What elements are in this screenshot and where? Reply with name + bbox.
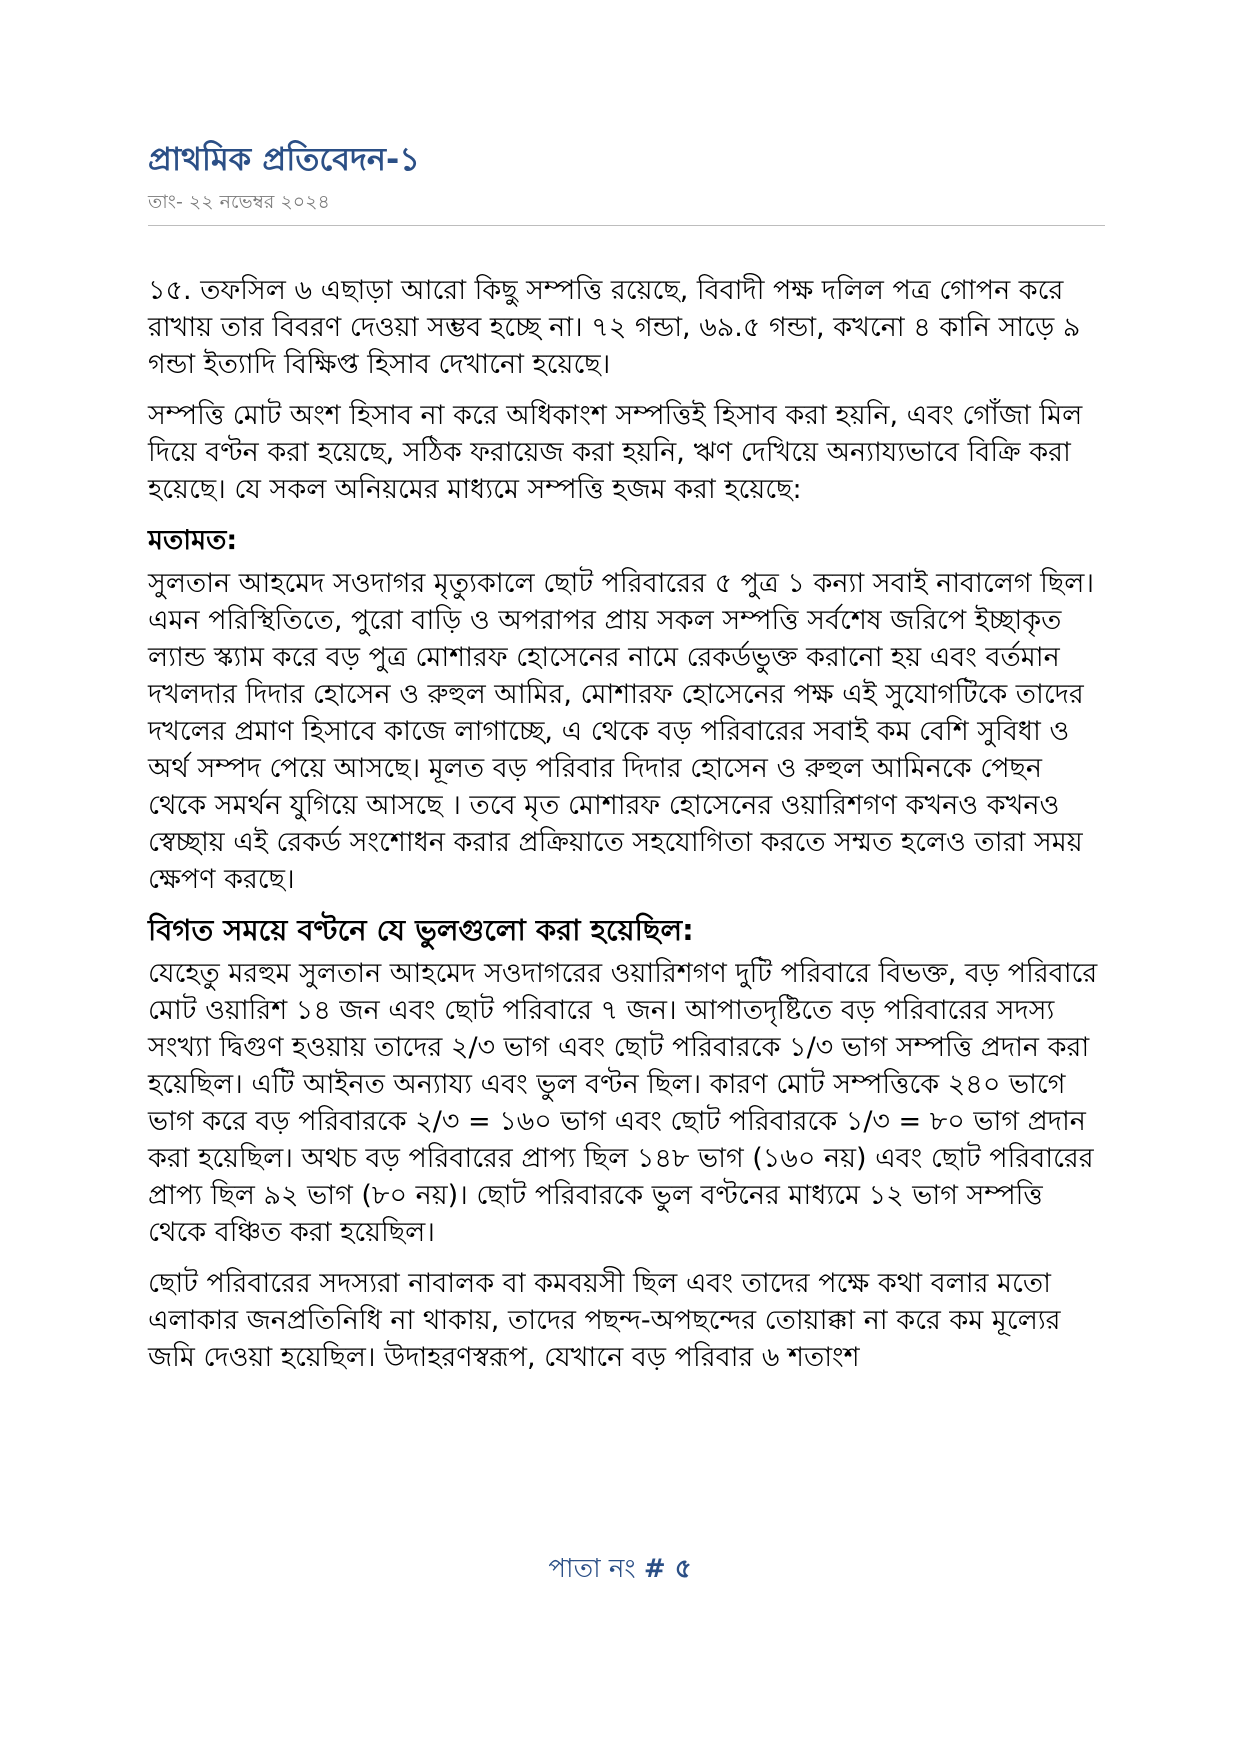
paragraph-distribution-errors: যেহেতু মরহুম সুলতান আহমেদ সওদাগরের ওয়ারিশগণ দুটি পরিবারে বিভক্ত, বড় পরিবারে মোট ওয়ারিশ ১৪ জন এবং ছোট পরিবারে ৭ জন। আপাতদৃষ্টিতে বড় পরিবারের সদস্য সংখ্যা দ্বিগুণ হওয়ায় তাদের ২/৩ ভাগ এবং ছোট পরিবারকে ১/৩ ভাগ সম্পত্তি প্রদান করা হয়েছিল। এটি আইনত অন্যায্য এবং ভুল বণ্টন ছিল। কারণ মোট সম্পত্তিকে ২৪০ ভাগে ভাগ করে বড় পরিবারকে ২/৩ = ১৬০ ভাগ এবং ছোট পরিবারকে ১/৩ = ৮০ ভাগ প্রদান করা হয়েছিল। অথচ বড় পরিবারের প্রাপ্য ছিল ১৪৮ ভাগ (১৬০ নয়) এবং ছোট পরিবারের প্রাপ্য ছিল ৯২ ভাগ (৮০ নয়)। ছোট পরিবারকে ভুল বণ্টনের মাধ্যমে ১২ ভাগ সম্পত্তি থেকে বঞ্চিত করা হয়েছিল। [148, 958, 1098, 1248]
distribution-errors-heading: বিগত সময়ে বণ্টনে যে ভুলগুলো করা হয়েছিল: [148, 913, 694, 947]
report-header [148, 140, 1105, 226]
report-date: তাং- ২২ নভেম্বর ২০২৪ [148, 190, 1105, 226]
page-number: # ৫ [643, 1554, 692, 1584]
report-body [148, 272, 1105, 1390]
paragraph-property-irregularities: সম্পত্তি মোট অংশ হিসাব না করে অধিকাংশ সম্পত্তিই হিসাব করা হয়নি, এবং গোঁজা মিল দিয়ে বণ্টন করা হয়েছে, সঠিক ফরায়েজ করা হয়নি, ঋণ দেখিয়ে অন্যায্যভাবে বিক্রি করা হয়েছে। যে সকল অনিয়মের মাধ্যমে সম্পত্তি হজম করা হয়েছে: [148, 400, 1083, 505]
opinion-heading: মতামত: [148, 525, 238, 556]
page-footer [0, 1548, 1240, 1592]
page-number-label: পাতা নং [548, 1554, 636, 1584]
report-title: প্রাথমিক প্রতিবেদন-১ [148, 140, 421, 178]
paragraph-minor-family: ছোট পরিবারের সদস্যরা নাবালক বা কমবয়সী ছিল এবং তাদের পক্ষে কথা বলার মতো এলাকার জনপ্রতিনিধি না থাকায়, তাদের পছন্দ-অপছন্দের তোয়াক্কা না করে কম মূল্যের জমি দেওয়া হয়েছিল। উদাহরণস্বরূপ, যেখানে বড় পরিবার ৬ শতাংশ [148, 1268, 1061, 1373]
paragraph-opinion: সুলতান আহমেদ সওদাগর মৃত্যুকালে ছোট পরিবারের ৫ পুত্র ১ কন্যা সবাই নাবালেগ ছিল। এমন পরিস্থিতিতে, পুরো বাড়ি ও অপরাপর প্রায় সকল সম্পত্তি সর্বশেষ জরিপে ইচ্ছাকৃত ল্যান্ড স্ক্যাম করে বড় পুত্র মোশারফ হোসেনের নামে রেকর্ডভুক্ত করানো হয় এবং বর্তমান দখলদার দিদার হোসেন ও রুহুল আমির, মোশারফ হোসেনের পক্ষ এই সুযোগটিকে তাদের দখলের প্রমাণ হিসাবে কাজে লাগাচ্ছে, এ থেকে বড় পরিবারের সবাই কম বেশি সুবিধা ও অর্থ সম্পদ পেয়ে আসছে। মূলত বড় পরিবার দিদার হোসেন ও রুহুল আমিনকে পেছন থেকে সমর্থন যুগিয়ে আসছে । তবে মৃত মোশারফ হোসেনের ওয়ারিশগণ কখনও কখনও স্বেচ্ছায় এই রেকর্ড সংশোধন করার প্রক্রিয়াতে সহযোগিতা করতে সম্মত হলেও তারা সময় ক্ষেপণ করছে। [148, 568, 1094, 895]
paragraph-schedule-6: ১৫. তফসিল ৬ এছাড়া আরো কিছু সম্পত্তি রয়েছে, বিবাদী পক্ষ দলিল পত্র গোপন করে রাখায় তার বিবরণ দেওয়া সম্ভব হচ্ছে না। ৭২ গন্ডা, ৬৯.৫ গন্ডা, কখনো ৪ কানি সাড়ে ৯ গন্ডা ইত্যাদি বিক্ষিপ্ত হিসাব দেখানো হয়েছে। [148, 275, 1081, 380]
